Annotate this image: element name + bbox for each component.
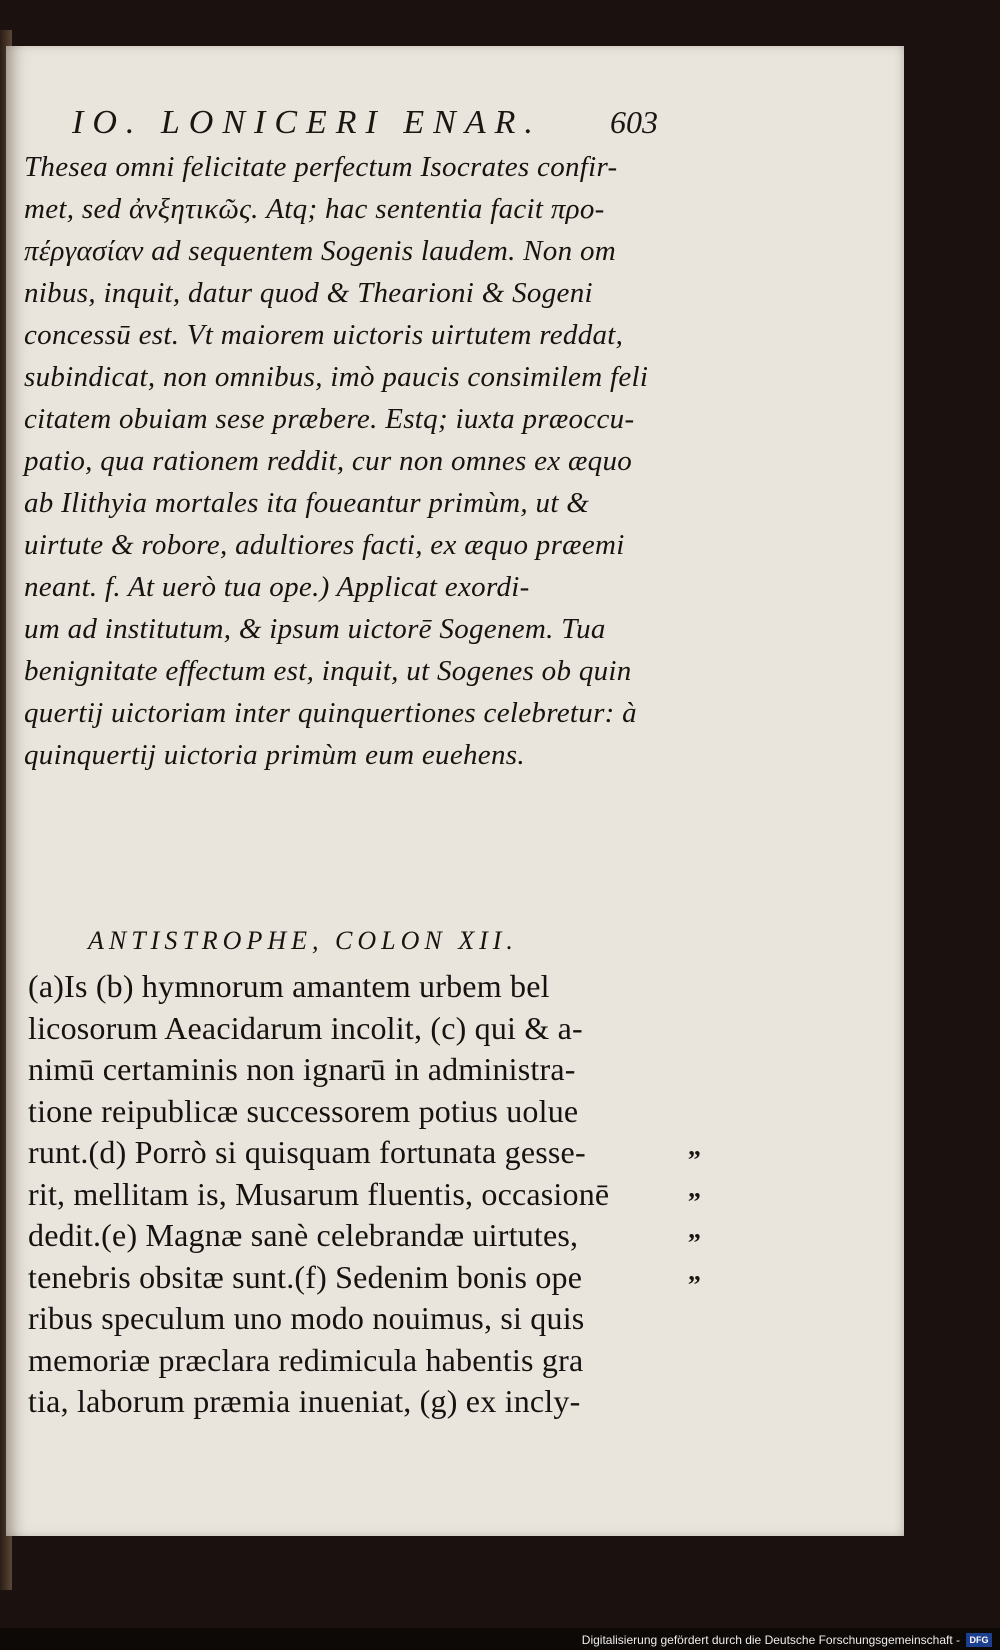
translation-text [28, 966, 708, 1423]
commentary-line: um ad institutum, & ipsum uictorē Sogenem. Tua [24, 613, 606, 645]
quotation-mark: „ [688, 1173, 701, 1203]
commentary-line: nibus, inquit, datur quod & Thearioni & Sogeni [24, 277, 593, 309]
commentary-line: πέργασίαν ad sequentem Sogenis laudem. Non om [24, 235, 616, 267]
digitization-credit: Digitalisierung gefördert durch die Deutsche Forschungsgemeinschaft - [581, 1633, 960, 1647]
marginal-quotation-marks [688, 1126, 728, 1292]
translation-line: tenebris obsitæ sunt.(f) Sedenim bonis ope [28, 1258, 583, 1295]
book-page [6, 46, 904, 1536]
translation-line: licosorum Aeacidarum incolit, (c) qui & a- [28, 1009, 583, 1046]
digitization-credit-bar [0, 1628, 1000, 1650]
commentary-line: neant. f. At uerò tua ope.) Applicat exordi- [24, 571, 530, 603]
commentary-line: patio, qua rationem reddit, cur non omnes ex æquo [24, 445, 633, 477]
page-number: 603 [610, 104, 658, 140]
commentary-line: uirtute & robore, adultiores facti, ex æquo præemi [24, 529, 625, 561]
translation-line: tione reipublicæ successorem potius uolue [28, 1092, 579, 1129]
quotation-mark: „ [688, 1256, 701, 1286]
translation-line: dedit.(e) Magnæ sanè celebrandæ uirtutes, [28, 1217, 579, 1253]
commentary-line: citatem obuiam sese præbere. Estq; iuxta præoccu- [24, 403, 635, 435]
translation-line: (a)Is (b) hymnorum amantem urbem bel [28, 968, 550, 1004]
section-heading: ANTISTROPHE, COLON XII. [88, 926, 518, 955]
quotation-mark: „ [688, 1132, 701, 1161]
commentary-line: benignitate effectum est, inquit, ut Sogenes ob quin [24, 655, 632, 687]
running-title: IO. LONICERI ENAR. [72, 104, 542, 141]
commentary-line: ab Ilithyia mortales ita foueantur primùm, ut & [24, 487, 590, 519]
translation-line: ribus speculum uno modo nouimus, si quis [28, 1300, 585, 1336]
quotation-mark: „ [688, 1215, 701, 1244]
commentary-line: met, sed ἀνξητικῶς. Atq; hac sententia facit προ- [24, 193, 605, 225]
commentary-line: quertij uictoriam inter quinquertiones celebretur: à [24, 697, 637, 729]
translation-line: tia, laborum præmia inueniat, (g) ex incly- [28, 1383, 581, 1419]
translation-line: runt.(d) Porrò si quisquam fortunata gesse- [28, 1134, 586, 1170]
commentary-text [24, 146, 704, 776]
translation-line: rit, mellitam is, Musarum fluentis, occasionē [28, 1175, 610, 1212]
commentary-line: concessū est. Vt maiorem uictoris uirtutem reddat, [24, 319, 624, 351]
commentary-line: Thesea omni felicitate perfectum Isocrates confir- [24, 151, 618, 183]
dfg-logo[interactable]: DFG [966, 1633, 992, 1647]
translation-line: nimū certaminis non ignarū in administra- [28, 1051, 576, 1087]
translation-line: memoriæ præclara redimicula habentis gra [28, 1341, 584, 1378]
commentary-line: quinquertij uictoria primùm eum euehens. [24, 739, 525, 771]
commentary-line: subindicat, non omnibus, imò paucis consimilem feli [24, 361, 649, 393]
